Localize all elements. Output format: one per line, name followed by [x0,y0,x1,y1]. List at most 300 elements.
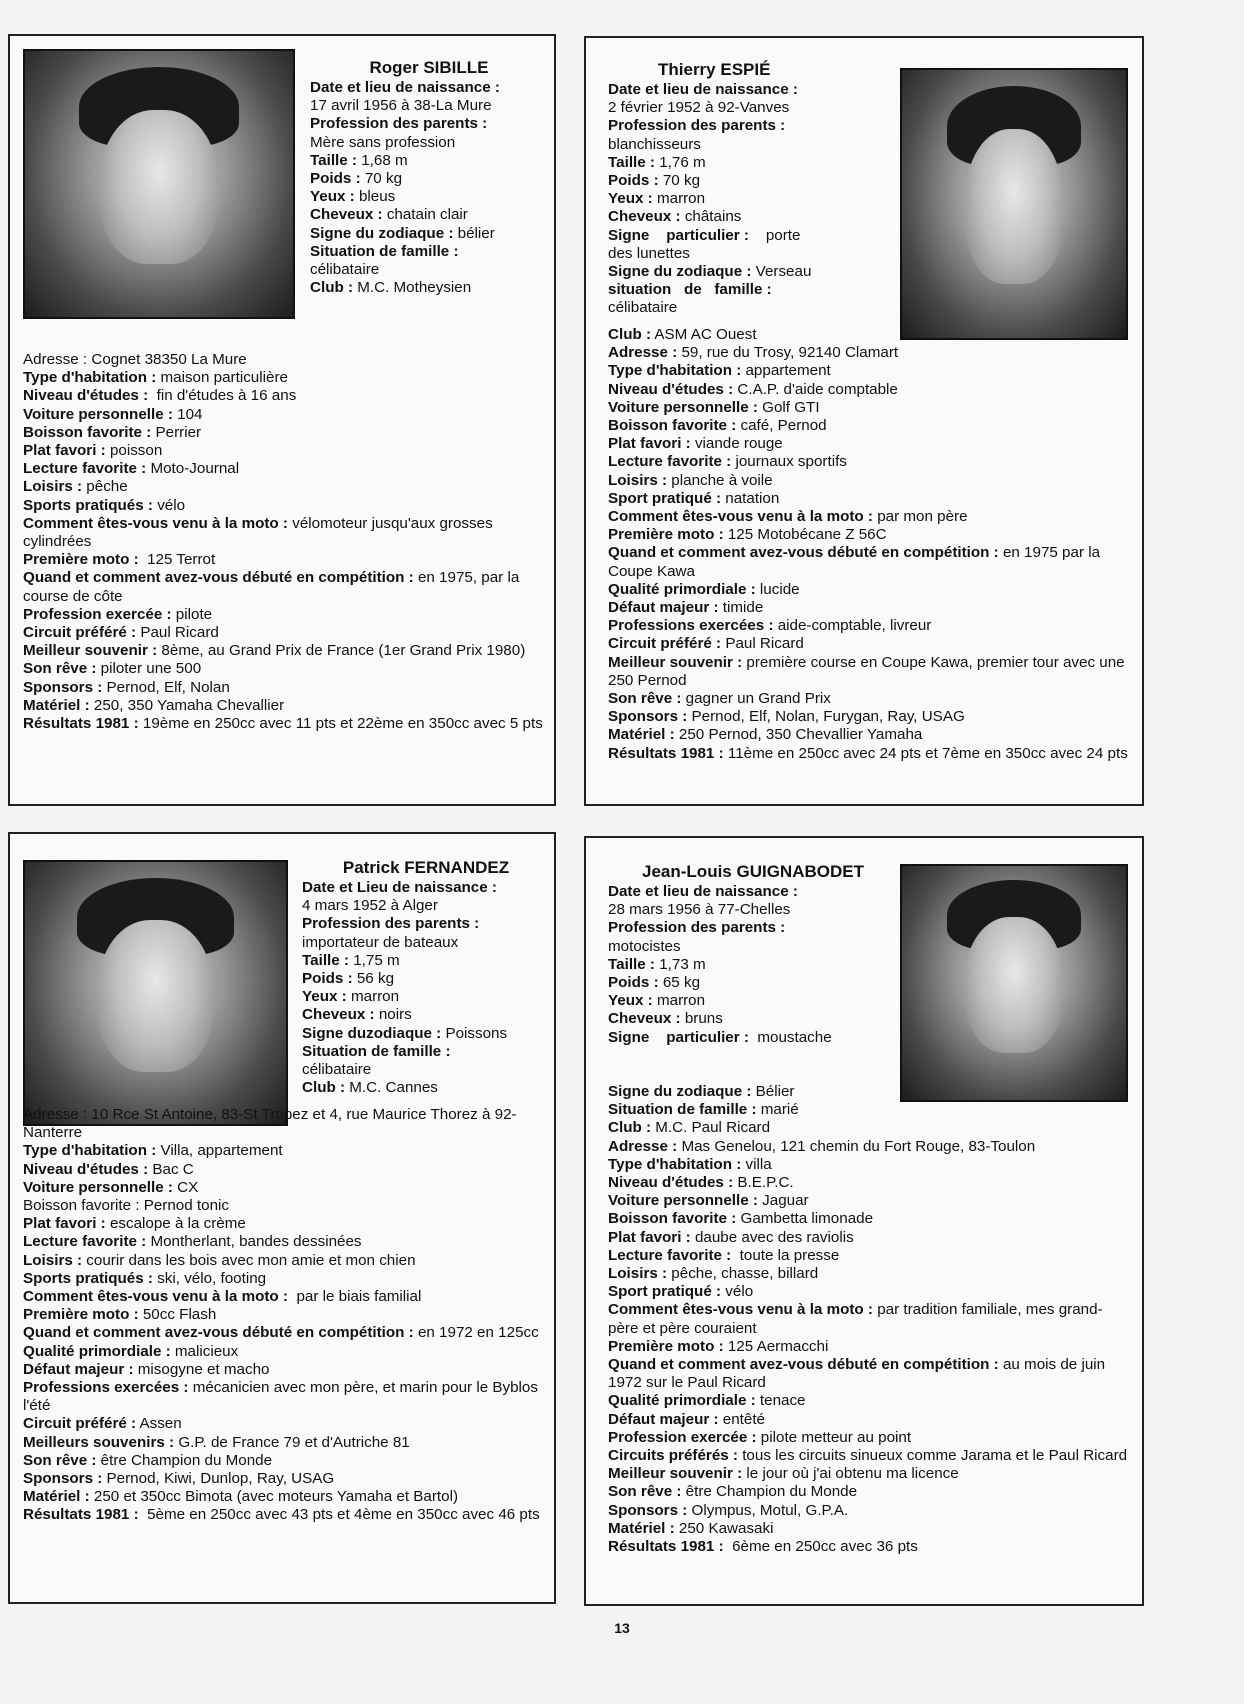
info-row [608,1138,1128,1156]
info-row [23,1142,543,1160]
field-label: Sport pratiqué : [608,489,722,507]
info-row [608,974,898,992]
info-row [302,952,550,970]
field-label: Meilleurs souvenirs : [23,1433,175,1451]
info-row [23,1215,543,1233]
field-value: piloter une 500 [96,660,202,678]
field-label: Loisirs : [23,478,83,496]
field-label: Voiture personnelle : [23,1178,173,1196]
info-row [608,599,1128,617]
field-value: misogyne et macho [133,1360,270,1378]
field-value: maison particulière [156,369,288,387]
field-value: Olympus, Motul, G.P.A. [687,1501,849,1519]
info-row [310,152,548,170]
field-label: Première moto : [608,526,724,544]
field-value: bruns [680,1010,723,1028]
field-label: Signe du zodiaque : [608,263,752,281]
field-value: 56 kg [352,970,395,988]
field-value: Perrier [151,423,202,441]
info-row [608,1083,1128,1101]
field-label: Son rêve : [23,1451,97,1469]
field-value: aide-comptable, livreur [773,617,932,635]
rider-details-bottom [608,326,1128,763]
rider-card-fernandez [8,832,556,1604]
info-row [302,934,550,952]
field-label: Comment êtes-vous venu à la moto : [608,1301,873,1319]
rider-name: Jean-Louis GUIGNABODET [642,862,864,881]
field-value: chatain clair [382,206,468,224]
field-value: être Champion du Monde [681,1483,858,1501]
field-value: marron [652,190,706,208]
field-value: ski, vélo, footing [152,1269,267,1287]
field-value: daube avec des raviolis [690,1228,854,1246]
info-row [608,399,1128,417]
field-label: Signe du zodiaque : [310,224,454,242]
info-row [608,263,898,281]
field-value: marron [346,988,400,1006]
field-label: Défaut majeur : [608,1410,719,1428]
field-label: Taille : [302,951,349,969]
field-label: Comment êtes-vous venu à la moto : [608,508,873,526]
info-row [608,472,1128,490]
field-label: Circuit préféré : [23,1415,137,1433]
info-row [302,915,550,933]
info-row [608,726,1128,744]
info-row [310,134,548,152]
field-label: Taille : [608,955,655,973]
info-row [23,1415,543,1433]
field-label: Niveau d'études : [608,1174,734,1192]
info-row [608,1338,1128,1356]
field-label: Quand et comment avez-vous débuté en compétition : [23,1324,414,1342]
field-value: café, Pernod [736,417,827,435]
info-row [608,1301,1128,1337]
info-row [608,956,898,974]
field-label: Meilleur souvenir : [608,1465,743,1483]
field-label: Niveau d'études : [23,387,149,405]
field-value: 6ème en 250cc avec 36 pts [723,1538,918,1556]
field-value: Paul Ricard [136,624,219,642]
field-label: Poids : [608,974,659,992]
info-row [23,1361,543,1379]
field-label: Meilleur souvenir : [608,653,743,671]
info-row [310,170,548,188]
info-row [608,1119,1128,1137]
field-label: Meilleur souvenir : [23,642,158,660]
field-value: bleus [354,188,396,206]
info-row [608,901,898,919]
info-row [608,635,1128,653]
info-row [608,117,898,135]
field-value: 59, rue du Trosy, 92140 Clamart [677,344,899,362]
info-row [608,299,898,317]
field-label: Type d'habitation : [608,1155,742,1173]
info-row [608,99,898,117]
rider-name: Thierry ESPIÉ [658,60,771,79]
field-value: être Champion du Monde [96,1451,273,1469]
rider-details-bottom [23,1106,543,1525]
field-label: Type d'habitation : [23,1142,157,1160]
info-row [23,406,543,424]
info-row [608,227,898,245]
field-value: par tradition familiale, mes grand-père et père couraient [608,1301,1103,1337]
field-value: lucide [755,580,800,598]
field-value: 4 mars 1952 à Alger [302,897,438,915]
field-value: timide [718,599,764,617]
info-row [23,1434,543,1452]
info-row [23,351,543,369]
field-value: Bac C [148,1160,194,1178]
field-value: M.C. Motheysien [353,279,472,297]
info-row [608,172,898,190]
rider-card-espie [584,36,1144,806]
field-label: Signe du zodiaque : [608,1083,752,1100]
field-value: 2 février 1952 à 92-Vanves [608,99,790,117]
info-row [608,1502,1128,1520]
field-value: célibataire [310,261,380,279]
field-value: Jaguar [757,1192,809,1210]
field-value: pêche, chasse, billard [667,1265,819,1283]
info-row [310,243,548,261]
field-value: moustache [748,1028,832,1046]
field-value: par le biais familial [288,1288,422,1306]
field-label: Date et lieu de naissance : [310,79,500,96]
info-row [23,1488,543,1506]
field-label: Adresse : [608,1137,678,1155]
field-value: B.E.P.C. [733,1174,794,1192]
info-row [608,1247,1128,1265]
field-label: Son rêve : [608,1483,682,1501]
info-row [23,1197,543,1215]
field-value: viande rouge [690,435,783,453]
field-label: Matériel : [23,696,90,714]
info-row [23,679,543,697]
field-label: Yeux : [608,190,653,208]
field-value: Verseau [751,263,812,281]
info-row [23,1452,543,1470]
field-label: Niveau d'études : [23,1160,149,1178]
field-label: Sports pratiqués : [23,1269,153,1287]
rider-name: Patrick FERNANDEZ [342,858,510,877]
field-label: Cheveux : [310,206,383,224]
field-label: Plat favori : [23,1215,106,1233]
field-value: 11ème en 250cc avec 24 pts et 7ème en 350cc avec 24 pts [723,744,1128,762]
info-row [608,453,1128,471]
field-value: le jour où j'ai obtenu ma licence [742,1465,959,1483]
field-value: 250, 350 Yamaha Chevallier [89,696,285,714]
info-row [23,1106,543,1142]
field-label: Adresse : [608,344,678,362]
field-value: en 1972 en 125cc [413,1324,539,1342]
info-row [608,208,898,226]
field-label: Circuit préféré : [608,635,722,653]
info-row [310,225,548,243]
info-row [23,1252,543,1270]
field-label: Plat favori : [608,1228,691,1246]
field-label: Sponsors : [608,708,688,726]
field-label: Loisirs : [608,471,668,489]
field-value: natation [721,489,780,507]
field-value: 65 kg [658,974,701,992]
field-label: Taille : [310,151,357,169]
info-row [23,497,543,515]
info-row [23,1506,543,1524]
field-label: Situation de famille : [302,1042,451,1060]
field-label: Quand et comment avez-vous débuté en compétition : [23,569,414,587]
info-row [608,992,898,1010]
info-row [23,1379,543,1415]
info-row [608,1429,1128,1447]
field-value: par mon père [873,508,968,526]
field-label: situation de famille : [608,281,772,299]
field-label: Résultats 1981 : [608,1538,724,1556]
field-label: Lecture favorite : [23,460,147,478]
field-value: Villa, appartement [156,1142,283,1160]
field-value: Paul Ricard [721,635,804,653]
field-label: Qualité primordiale : [23,1342,171,1360]
field-value: Boisson favorite : Pernod tonic [23,1197,229,1215]
field-label: Comment êtes-vous venu à la moto : [23,514,288,532]
field-label: Profession des parents : [302,915,480,933]
field-label: Type d'habitation : [23,369,157,387]
field-value: 1,68 m [356,151,408,169]
field-label: Plat favori : [23,442,106,460]
field-value: blanchisseurs [608,135,701,153]
info-row [608,1283,1128,1301]
field-value: gagner un Grand Prix [681,690,831,708]
info-row [23,1306,543,1324]
field-value: 1,76 m [654,153,706,171]
field-value: marron [652,992,706,1010]
info-row [302,1025,550,1043]
field-label: Sponsors : [608,1501,688,1519]
field-label: Niveau d'études : [608,380,734,398]
field-label: Yeux : [608,992,653,1010]
field-label: Cheveux : [608,208,681,226]
field-value: Adresse : Cognet 38350 La Mure [23,351,247,368]
info-row [608,1210,1128,1228]
rider-details-top [310,58,548,297]
info-row [302,1043,550,1061]
field-label: Profession des parents : [310,115,488,133]
info-row [608,435,1128,453]
field-value: Pernod, Elf, Nolan, Furygan, Ray, USAG [687,708,965,726]
info-row [608,690,1128,708]
field-label: Voiture personnelle : [23,405,173,423]
info-row [23,1324,543,1342]
field-value: Golf GTI [757,398,820,416]
field-label: Matériel : [608,1519,675,1537]
field-value: toute la presse [731,1246,840,1264]
info-row [608,362,1128,380]
field-label: Club : [608,1119,652,1137]
rider-photo [900,864,1128,1102]
info-row [608,919,898,937]
info-row [608,526,1128,544]
field-value: en 1975, par la course de côte [23,569,524,605]
rider-details-top [302,858,550,1097]
field-label: Date et Lieu de naissance : [302,879,497,896]
info-row [23,460,543,478]
field-label: Cheveux : [302,1006,375,1024]
field-label: Sponsors : [23,678,103,696]
field-label: Première moto : [23,1306,139,1324]
field-label: Signe particulier : [608,226,749,244]
field-value: célibataire [608,299,678,317]
field-label: Première moto : [23,551,139,569]
field-label: Profession des parents : [608,117,786,135]
rider-photo [23,49,295,319]
field-value: Mère sans profession [310,133,456,151]
info-row [23,1161,543,1179]
field-label: Lecture favorite : [23,1233,147,1251]
field-label: Situation de famille : [608,1101,757,1119]
info-row [608,1156,1128,1174]
field-value: courir dans les bois avec mon amie et mon chien [82,1251,416,1269]
field-label: Sports pratiqués : [23,496,153,514]
field-label: Yeux : [310,188,355,206]
field-label: Résultats 1981 : [608,744,724,762]
field-value: pilote [171,605,213,623]
info-row [608,1029,898,1047]
info-row [302,1079,550,1097]
info-row [23,515,543,551]
field-label: Date et lieu de naissance : [608,81,798,98]
field-label: Lecture favorite : [608,453,732,471]
field-label: Matériel : [23,1488,90,1506]
field-value: Moto-Journal [146,460,240,478]
field-value: C.A.P. d'aide comptable [733,380,898,398]
info-row [23,369,543,387]
rider-details-top [608,862,898,1047]
field-value: Assen [136,1415,182,1433]
info-row [608,326,1128,344]
field-value: 19ème en 250cc avec 11 pts et 22ème en 350cc avec 5 pts [138,715,543,733]
field-label: Professions exercées : [608,617,774,635]
field-value: au mois de juin 1972 sur le Paul Ricard [608,1356,1110,1392]
field-value: 125 Terrot [138,551,216,569]
field-label: Loisirs : [608,1265,668,1283]
field-value: mécanicien avec mon père, et marin pour le Byblos l'été [23,1379,543,1415]
field-value: planche à voile [667,471,773,489]
info-row [608,1465,1128,1483]
info-row [608,381,1128,399]
field-value: 125 Aermacchi [723,1337,829,1355]
field-label: Circuits préférés : [608,1447,738,1465]
field-value: journaux sportifs [731,453,847,471]
info-row [23,606,543,624]
field-value: en 1975 par la Coupe Kawa [608,544,1105,580]
info-row [608,281,898,299]
info-row [23,442,543,460]
info-row [23,551,543,569]
info-row [310,279,548,297]
field-label: Voiture personnelle : [608,398,758,416]
field-label: Club : [310,279,354,297]
info-row [23,660,543,678]
info-row [23,1343,543,1361]
field-value: fin d'études à 16 ans [148,387,297,405]
rider-card-guignabodet [584,836,1144,1606]
info-row [608,190,898,208]
info-row [608,417,1128,435]
field-value: appartement [741,362,831,380]
field-value: noirs [374,1006,412,1024]
field-value: 1,75 m [348,951,400,969]
field-label: Son rêve : [608,690,682,708]
field-value: poisson [105,442,163,460]
field-value: des lunettes [608,244,690,262]
field-value: 104 [172,405,203,423]
field-label: Circuit préféré : [23,624,137,642]
rider-details-bottom [608,1083,1128,1556]
field-label: Plat favori : [608,435,691,453]
field-label: Défaut majeur : [608,599,719,617]
info-row [302,988,550,1006]
field-label: Profession des parents : [608,919,786,937]
field-label: Poids : [608,172,659,190]
field-label: Lecture favorite : [608,1246,732,1264]
info-row [310,97,548,115]
info-row [23,387,543,405]
field-label: Taille : [608,153,655,171]
info-row [310,188,548,206]
field-value: Mas Genelou, 121 chemin du Fort Rouge, 83-Toulon [677,1137,1036,1155]
info-row [608,1411,1128,1429]
field-value: Montherlant, bandes dessinées [146,1233,362,1251]
field-label: Sponsors : [23,1470,103,1488]
info-row [608,544,1128,580]
field-label: Qualité primordiale : [608,580,756,598]
info-row [608,344,1128,362]
field-value: 250 Kawasaki [674,1519,774,1537]
field-value: tenace [755,1392,806,1410]
field-label: Professions exercées : [23,1379,189,1397]
field-value: tous les circuits sinueux comme Jarama et le Paul Ricard [737,1447,1128,1465]
field-label: Club : [608,326,652,343]
field-label: Résultats 1981 : [23,1506,139,1524]
field-value: CX [172,1178,199,1196]
info-row [23,624,543,642]
field-value: marié [756,1101,799,1119]
field-label: Quand et comment avez-vous débuté en compétition : [608,1356,999,1374]
info-row [608,1174,1128,1192]
field-label: Club : [302,1079,346,1097]
field-label: Qualité primordiale : [608,1392,756,1410]
info-row [608,883,898,901]
field-value: Gambetta limonade [736,1210,874,1228]
info-row [23,424,543,442]
field-value: escalope à la crème [105,1215,246,1233]
rider-details-top [608,60,898,318]
info-row [302,1061,550,1079]
field-value: importateur de bateaux [302,933,459,951]
field-value: M.C. Cannes [345,1079,438,1097]
info-row [608,1010,898,1028]
info-row [23,715,543,733]
field-label: Comment êtes-vous venu à la moto : [23,1288,288,1306]
info-row [608,508,1128,526]
info-row [310,79,548,97]
field-label: Quand et comment avez-vous débuté en compétition : [608,544,999,562]
field-label: Boisson favorite : [23,423,152,441]
field-label: Loisirs : [23,1251,83,1269]
page-number: 13 [614,1620,630,1636]
info-row [608,154,898,172]
field-label: Défaut majeur : [23,1360,134,1378]
field-label: Date et lieu de naissance : [608,883,798,900]
field-value: 28 mars 1956 à 77-Chelles [608,901,791,919]
